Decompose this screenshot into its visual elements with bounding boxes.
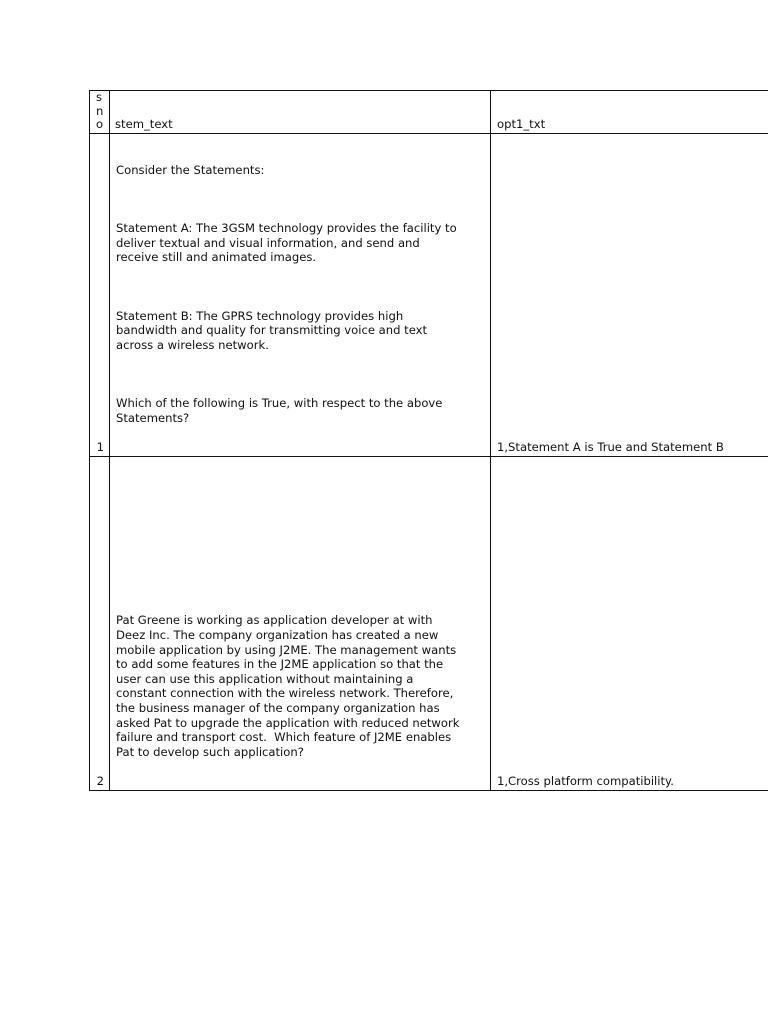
- row-opt1-txt: 1,Statement A is True and Statement B: [491, 133, 768, 456]
- header-stem-text: stem_text: [110, 91, 491, 134]
- row-stem-text: [110, 456, 491, 790]
- stem-text-block: [115, 134, 486, 455]
- stem-text-block: [115, 584, 486, 788]
- header-row: [90, 91, 768, 134]
- stem-paragraph: Statement A: The 3GSM technology provides the facility to deliver textual and visual information, and send and receive still and animated images.: [116, 221, 457, 265]
- stem-paragraph: Consider the Statements:: [116, 162, 265, 177]
- table-row: [90, 133, 768, 456]
- stem-paragraph: Statement B: The GPRS technology provides high bandwidth and quality for transmitting voice and text across a wireless network.: [116, 308, 428, 352]
- row-opt1-txt: 1,Cross platform compatibility.: [491, 456, 768, 790]
- table-row: [90, 456, 768, 790]
- row-sno: 2: [90, 456, 110, 790]
- question-table: [89, 90, 768, 791]
- row-sno: 1: [90, 133, 110, 456]
- stem-paragraph: Which of the following is True, with respect to the above Statements?: [116, 396, 443, 425]
- header-sno: sn o: [90, 91, 110, 134]
- header-opt1-txt: opt1_txt: [491, 91, 768, 134]
- row-stem-text: [110, 133, 491, 456]
- stem-paragraph: Pat Greene is working as application developer at with Deez Inc. The company organization has created a new mobile application by using J2ME. The management wants to add some features in the J2ME application so that the user can use this application without maintaining a constant connection with the wireless network. Therefore, the business manager of the company organization has asked Pat to upgrade the application with reduced network failure and transport cost. Which feature of J2ME enables Pat to develop such application?: [116, 613, 460, 759]
